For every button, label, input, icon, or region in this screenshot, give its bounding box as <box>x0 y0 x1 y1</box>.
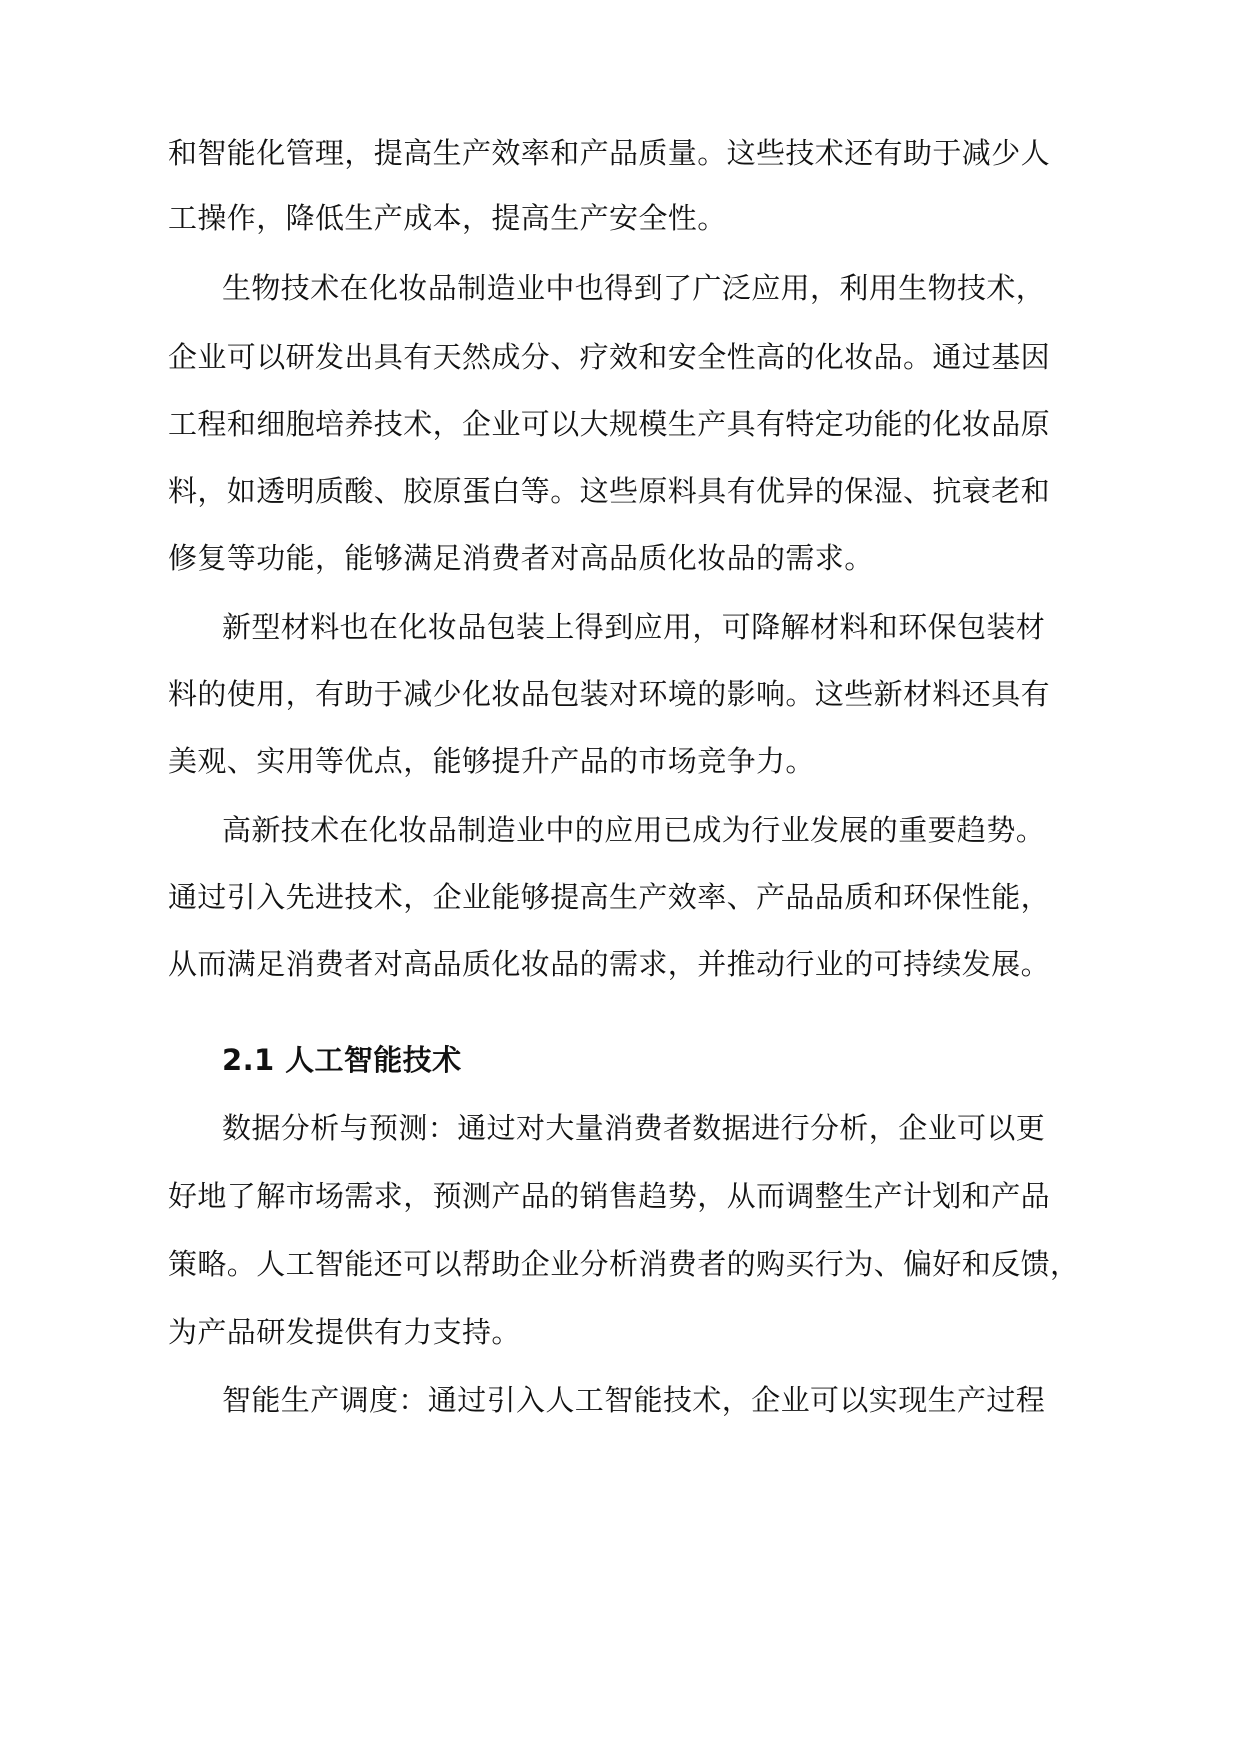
paragraph-line: 高新技术在化妆品制造业中的应用已成为行业发展的重要趋势。 <box>222 813 1046 847</box>
paragraph-line: 好地了解市场需求，预测产品的销售趋势，从而调整生产计划和产品 <box>168 1179 1051 1213</box>
paragraph-line: 企业可以研发出具有天然成分、疗效和安全性高的化妆品。通过基因 <box>168 340 1051 374</box>
paragraph-line: 策略。人工智能还可以帮助企业分析消费者的购买行为、偏好和反馈， <box>168 1247 1080 1281</box>
paragraph-line: 料的使用，有助于减少化妆品包装对环境的影响。这些新材料还具有 <box>168 677 1051 711</box>
paragraph-line: 通过引入先进技术，企业能够提高生产效率、产品品质和环保性能， <box>168 880 1051 914</box>
paragraph-line: 数据分析与预测：通过对大量消费者数据进行分析，企业可以更 <box>222 1111 1046 1145</box>
paragraph-line: 从而满足消费者对高品质化妆品的需求，并推动行业的可持续发展。 <box>168 947 1051 981</box>
paragraph-line: 料，如透明质酸、胶原蛋白等。这些原料具有优异的保湿、抗衰老和 <box>168 474 1051 508</box>
section-heading: 2.1 人工智能技术 <box>222 1043 462 1077</box>
paragraph-line: 智能生产调度：通过引入人工智能技术，企业可以实现生产过程 <box>222 1383 1046 1417</box>
paragraph-line: 工程和细胞培养技术，企业可以大规模生产具有特定功能的化妆品原 <box>168 407 1051 441</box>
paragraph-line: 修复等功能，能够满足消费者对高品质化妆品的需求。 <box>168 541 874 575</box>
paragraph-line: 工操作，降低生产成本，提高生产安全性。 <box>168 201 727 235</box>
paragraph-line: 和智能化管理，提高生产效率和产品质量。这些技术还有助于减少人 <box>168 136 1051 170</box>
paragraph-line: 新型材料也在化妆品包装上得到应用，可降解材料和环保包装材 <box>222 610 1046 644</box>
paragraph-line: 为产品研发提供有力支持。 <box>168 1315 521 1349</box>
paragraph-line: 生物技术在化妆品制造业中也得到了广泛应用，利用生物技术， <box>222 271 1046 305</box>
paragraph-line: 美观、实用等优点，能够提升产品的市场竞争力。 <box>168 744 815 778</box>
